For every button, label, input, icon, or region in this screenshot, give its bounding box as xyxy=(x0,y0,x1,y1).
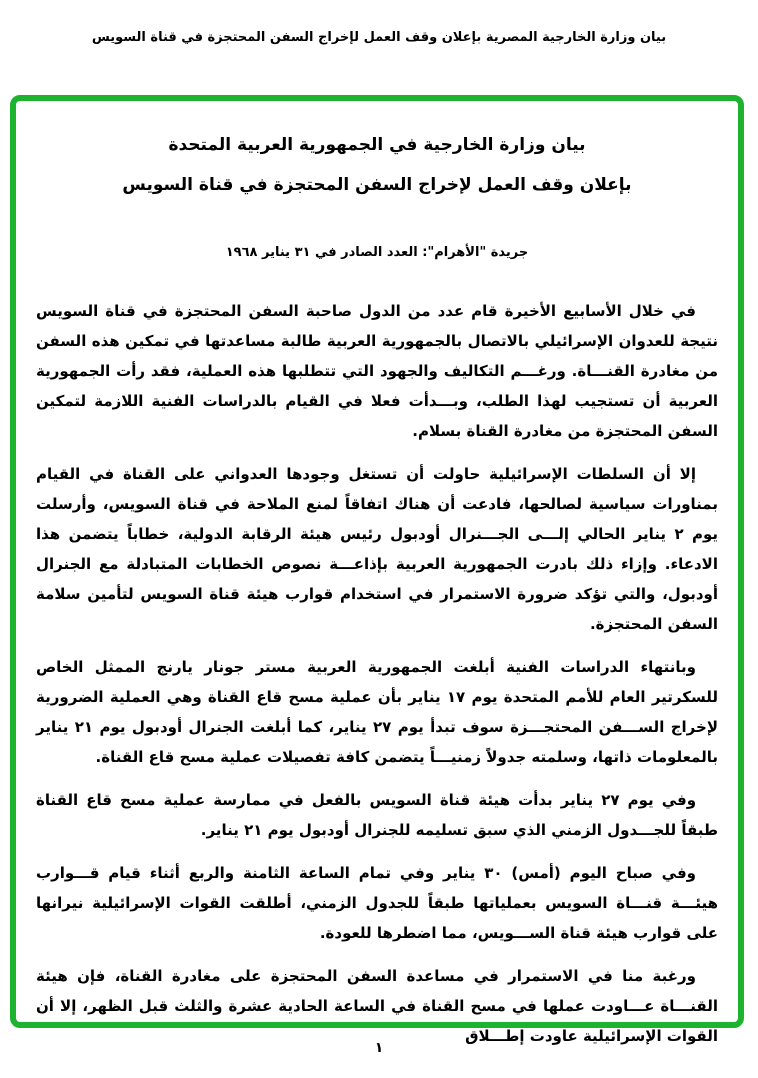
source-line: جريدة "الأهرام": العدد الصادر في ٣١ يناير ١٩٦٨ xyxy=(225,245,529,260)
title-line-1: بيان وزارة الخارجية في الجمهورية العربية المتحدة xyxy=(168,135,586,155)
paragraph-1: في خلال الأسابيع الأخيرة قام عدد من الدول صاحبة السفن المحتجزة في قناة السويس نتيجة للعدوان الإسرائيلي بالاتصال بالجمهورية العربية طالبة مساعدتها في تمكين هذه السفن من مغادرة القنـــاة. ورغـــم التكاليف والجهود التي تتطلبها هذه العملية، فقد رأت الجمهورية العربية أن تستجيب لهذا الطلب، وبـــدأت فعلا في القيام بالدراسات الفنية اللازمة لتمكين السفن المحتجزة من مغادرة القناة بسلام. xyxy=(36,302,718,440)
paragraph-4: وفي يوم ٢٧ يناير بدأت هيئة قناة السويس بالفعل في ممارسة عملية مسح قاع القناة طبقاً للجـــدول الزمني الذي سبق تسليمه للجنرال أودبول يوم ٢١ يناير. xyxy=(36,791,718,839)
paragraph-2: إلا أن السلطات الإسرائيلية حاولت أن تستغل وجودها العدواني على القناة في القيام بمناورات سياسية لصالحها، فادعت أن هناك اتفاقاً لمنع الملاحة في قناة السويس، وأرسلت يوم ٢ يناير الحالي إلـــى الجـــنرال أودبول رئيس هيئة الرقابة الدولية، خطاباً يتضمن هذا الادعاء. وإزاء ذلك بادرت الجمهورية العربية بإذاعـــة نصوص الخطابات المتبادلة مع الجنرال أودبول، والتي تؤكد ضرورة الاستمرار في استخدام قوارب هيئة قناة السويس لتأمين سلامة السفن المحتجزة. xyxy=(36,465,718,633)
page-number: ١ xyxy=(374,1040,384,1056)
paragraph-5: وفي صباح اليوم (أمس) ٣٠ يناير وفي تمام الساعة الثامنة والربع أثناء قيام قـــوارب هيئـــة قنـــاة السويس بعملياتها طبقاً للجدول الزمني، أطلقت القوات الإسرائيلية نيرانها على قوارب هيئة قناة الســـويس، مما اضطرها للعودة. xyxy=(36,864,718,942)
running-header: بيان وزارة الخارجية المصرية بإعلان وقف العمل لإخراج السفن المحتجزة في قناة السويس xyxy=(91,30,667,45)
paragraph-3: وبانتهاء الدراسات الفنية أبلغت الجمهورية العربية مستر جونار يارنج الممثل الخاص للسكرتير العام للأمم المتحدة يوم ١٧ يناير بأن عملية مسح قاع القناة وهي العملية الضرورية لإخراج الســـفن المحتجـــزة سوف تبدأ يوم ٢٧ يناير، كما أبلغت الجنرال أودبول يوم ٢١ يناير بالمعلومات ذاتها، وسلمته جدولاً زمنيـــاً يتضمن كافة تفصيلات عملية مسح قاع القناة. xyxy=(36,658,718,766)
document-body xyxy=(16,296,738,1051)
document-title xyxy=(16,125,738,205)
title-line-2: بإعلان وقف العمل لإخراج السفن المحتجزة في قناة السويس xyxy=(122,175,632,195)
paragraph-6: ورغبة منا في الاستمرار في مساعدة السفن المحتجزة على مغادرة القناة، فإن هيئة القنـــاة عـــاودت عملها في مسح القناة في الساعة الحادية عشرة والثلث قبل الظهر، إلا أن القوات الإسرائيلية عاودت إطـــلاق xyxy=(36,967,718,1045)
green-frame xyxy=(10,95,744,1045)
